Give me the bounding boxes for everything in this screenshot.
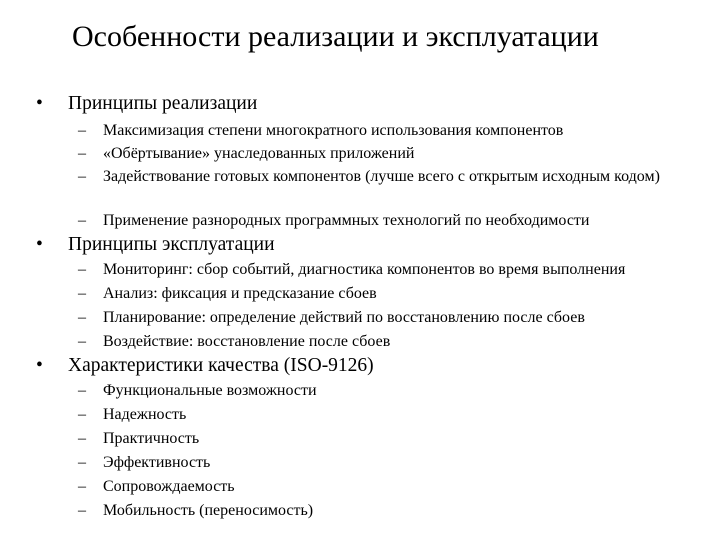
heading-text: Принципы реализации (68, 93, 258, 114)
heading-text: Характеристики качества (ISO-9126) (68, 355, 374, 376)
bullet-icon: • (36, 355, 43, 376)
bullet-icon: • (36, 234, 43, 255)
heading-text: Принципы эксплуатации (68, 234, 275, 255)
slide-title: Особенности реализации и эксплуатации (72, 20, 599, 53)
bullet-icon: • (36, 93, 43, 114)
